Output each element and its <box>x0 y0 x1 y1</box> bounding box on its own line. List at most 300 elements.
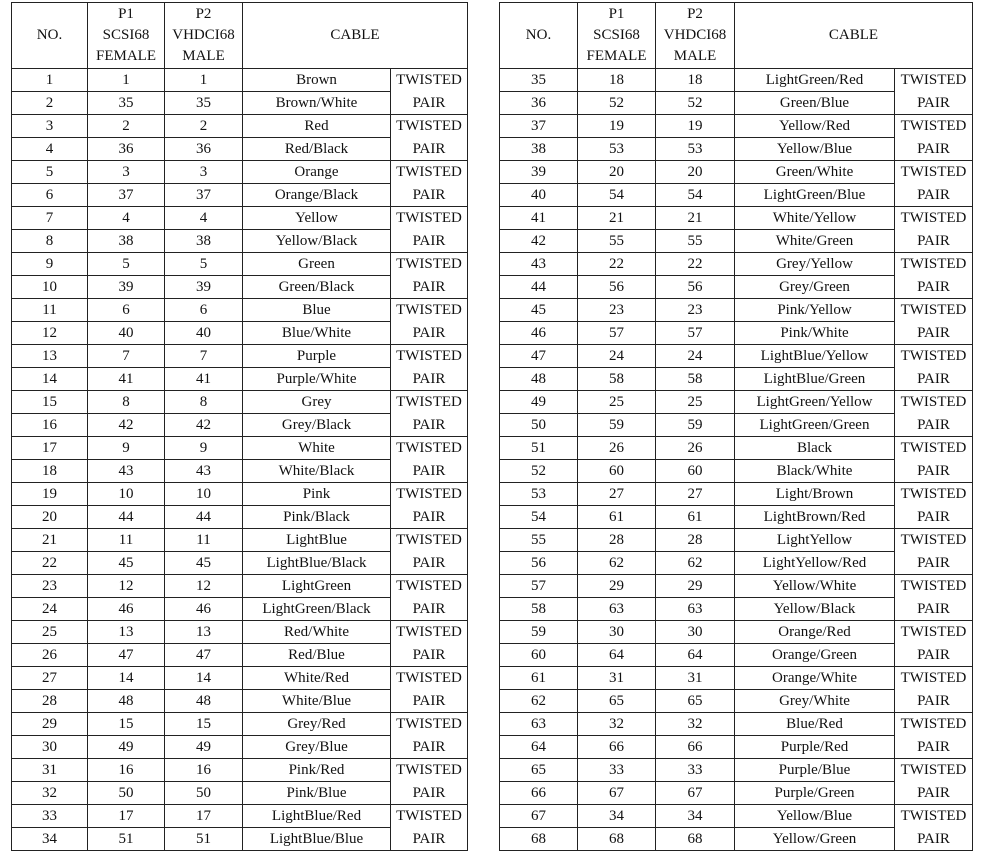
p1-pin-cell: 59 <box>578 414 656 437</box>
twisted-pair-label: TWISTED <box>391 621 468 644</box>
p1-pin-cell: 21 <box>578 207 656 230</box>
table-row <box>12 69 468 92</box>
header-p1-line: P1 <box>608 6 625 22</box>
table-row <box>500 506 973 529</box>
twisted-pair-label: PAIR <box>391 644 468 667</box>
p1-pin-cell: 3 <box>88 161 165 184</box>
p1-pin-cell: 22 <box>578 253 656 276</box>
table-row <box>12 391 468 414</box>
pin-number-cell: 44 <box>500 276 578 299</box>
p2-pin-cell: 4 <box>165 207 243 230</box>
header-p1-line: FEMALE <box>96 48 156 64</box>
pin-number-cell: 35 <box>500 69 578 92</box>
wire-color-cell: LightGreen/Black <box>243 598 391 621</box>
p1-pin-cell: 17 <box>88 805 165 828</box>
pin-number-cell: 54 <box>500 506 578 529</box>
wire-color-cell: Green <box>243 253 391 276</box>
table-row <box>12 299 468 322</box>
wire-color-cell: LightGreen/Green <box>735 414 895 437</box>
twisted-pair-label: PAIR <box>895 230 973 253</box>
twisted-pair-label: TWISTED <box>895 161 973 184</box>
twisted-pair-label: TWISTED <box>391 483 468 506</box>
table-row <box>12 598 468 621</box>
table-row <box>12 437 468 460</box>
table-row <box>12 759 468 782</box>
wire-color-cell: LightGreen/Yellow <box>735 391 895 414</box>
p1-pin-cell: 67 <box>578 782 656 805</box>
wire-color-cell: LightGreen/Blue <box>735 184 895 207</box>
p2-pin-cell: 24 <box>656 345 735 368</box>
twisted-pair-label: TWISTED <box>895 437 973 460</box>
p2-pin-cell: 10 <box>165 483 243 506</box>
p1-pin-cell: 20 <box>578 161 656 184</box>
table-row <box>12 253 468 276</box>
p2-pin-cell: 23 <box>656 299 735 322</box>
p1-pin-cell: 60 <box>578 460 656 483</box>
table-row <box>500 414 973 437</box>
p1-pin-cell: 39 <box>88 276 165 299</box>
p2-pin-cell: 34 <box>656 805 735 828</box>
pin-number-cell: 63 <box>500 713 578 736</box>
pin-number-cell: 20 <box>12 506 88 529</box>
p2-pin-cell: 29 <box>656 575 735 598</box>
table-row <box>500 460 973 483</box>
pinout-table-left <box>11 2 468 851</box>
pin-number-cell: 33 <box>12 805 88 828</box>
wire-color-cell: Black <box>735 437 895 460</box>
table-row <box>12 483 468 506</box>
wire-color-cell: Orange/Green <box>735 644 895 667</box>
wire-color-cell: Yellow/Black <box>243 230 391 253</box>
table-row <box>12 322 468 345</box>
wire-color-cell: Yellow/Green <box>735 828 895 851</box>
twisted-pair-label: PAIR <box>391 598 468 621</box>
twisted-pair-label: TWISTED <box>391 713 468 736</box>
p2-pin-cell: 25 <box>656 391 735 414</box>
pin-number-cell: 2 <box>12 92 88 115</box>
p1-pin-cell: 26 <box>578 437 656 460</box>
twisted-pair-label: TWISTED <box>895 621 973 644</box>
pin-number-cell: 58 <box>500 598 578 621</box>
p1-pin-cell: 47 <box>88 644 165 667</box>
header-p1 <box>578 3 656 69</box>
header-p2-line: P2 <box>687 6 703 22</box>
p1-pin-cell: 19 <box>578 115 656 138</box>
p2-pin-cell: 3 <box>165 161 243 184</box>
p1-pin-cell: 46 <box>88 598 165 621</box>
header-p1-line: SCSI68 <box>102 27 150 43</box>
wire-color-cell: Grey/Red <box>243 713 391 736</box>
p2-pin-cell: 65 <box>656 690 735 713</box>
p2-pin-cell: 26 <box>656 437 735 460</box>
p2-pin-cell: 11 <box>165 529 243 552</box>
p1-pin-cell: 58 <box>578 368 656 391</box>
pin-number-cell: 15 <box>12 391 88 414</box>
p2-pin-cell: 33 <box>656 759 735 782</box>
wire-color-cell: White/Black <box>243 460 391 483</box>
p1-pin-cell: 4 <box>88 207 165 230</box>
table-row <box>12 115 468 138</box>
pin-number-cell: 66 <box>500 782 578 805</box>
twisted-pair-label: PAIR <box>391 690 468 713</box>
wire-color-cell: Green/White <box>735 161 895 184</box>
p2-pin-cell: 18 <box>656 69 735 92</box>
pin-number-cell: 11 <box>12 299 88 322</box>
twisted-pair-label: PAIR <box>895 690 973 713</box>
twisted-pair-label: PAIR <box>391 782 468 805</box>
wire-color-cell: LightYellow <box>735 529 895 552</box>
p2-pin-cell: 52 <box>656 92 735 115</box>
twisted-pair-label: TWISTED <box>895 391 973 414</box>
table-row <box>12 184 468 207</box>
twisted-pair-label: PAIR <box>391 368 468 391</box>
p1-pin-cell: 24 <box>578 345 656 368</box>
twisted-pair-label: TWISTED <box>391 805 468 828</box>
wire-color-cell: Purple/Green <box>735 782 895 805</box>
p1-pin-cell: 36 <box>88 138 165 161</box>
p2-pin-cell: 35 <box>165 92 243 115</box>
wire-color-cell: Purple <box>243 345 391 368</box>
table-row <box>500 759 973 782</box>
pin-number-cell: 43 <box>500 253 578 276</box>
twisted-pair-label: TWISTED <box>895 69 973 92</box>
p1-pin-cell: 15 <box>88 713 165 736</box>
header-p1-line: P1 <box>118 6 134 22</box>
wire-color-cell: Red/White <box>243 621 391 644</box>
header-p2-line: P2 <box>195 6 212 22</box>
wire-color-cell: Grey/Blue <box>243 736 391 759</box>
table-row <box>500 69 973 92</box>
twisted-pair-label: TWISTED <box>391 391 468 414</box>
p2-pin-cell: 41 <box>165 368 243 391</box>
pin-number-cell: 13 <box>12 345 88 368</box>
pin-number-cell: 39 <box>500 161 578 184</box>
p1-pin-cell: 27 <box>578 483 656 506</box>
p1-pin-cell: 16 <box>88 759 165 782</box>
table-row <box>500 713 973 736</box>
wire-color-cell: Orange <box>243 161 391 184</box>
pin-number-cell: 14 <box>12 368 88 391</box>
table-row <box>500 782 973 805</box>
p1-pin-cell: 8 <box>88 391 165 414</box>
p2-pin-cell: 22 <box>656 253 735 276</box>
twisted-pair-label: TWISTED <box>391 299 468 322</box>
p2-pin-cell: 30 <box>656 621 735 644</box>
p2-pin-cell: 14 <box>165 667 243 690</box>
twisted-pair-label: PAIR <box>391 276 468 299</box>
p2-pin-cell: 37 <box>165 184 243 207</box>
wire-color-cell: Grey/Green <box>735 276 895 299</box>
twisted-pair-label: TWISTED <box>895 667 973 690</box>
wire-color-cell: White/Yellow <box>735 207 895 230</box>
pin-number-cell: 62 <box>500 690 578 713</box>
p1-pin-cell: 5 <box>88 253 165 276</box>
table-row <box>12 736 468 759</box>
pin-number-cell: 12 <box>12 322 88 345</box>
p2-pin-cell: 8 <box>165 391 243 414</box>
p2-pin-cell: 60 <box>656 460 735 483</box>
p1-pin-cell: 2 <box>88 115 165 138</box>
p1-pin-cell: 28 <box>578 529 656 552</box>
table-row <box>12 805 468 828</box>
table-row <box>500 391 973 414</box>
p1-pin-cell: 33 <box>578 759 656 782</box>
table-row <box>500 667 973 690</box>
p2-pin-cell: 12 <box>165 575 243 598</box>
table-body-right <box>500 69 973 851</box>
p2-pin-cell: 38 <box>165 230 243 253</box>
wire-color-cell: Yellow/White <box>735 575 895 598</box>
p2-pin-cell: 63 <box>656 598 735 621</box>
twisted-pair-label: TWISTED <box>895 805 973 828</box>
p1-pin-cell: 51 <box>88 828 165 851</box>
twisted-pair-label: PAIR <box>895 598 973 621</box>
p2-pin-cell: 2 <box>165 115 243 138</box>
twisted-pair-label: PAIR <box>895 276 973 299</box>
pinout-table-right <box>499 2 973 851</box>
table-row <box>12 552 468 575</box>
header-no: NO. <box>500 3 578 69</box>
p2-pin-cell: 27 <box>656 483 735 506</box>
p1-pin-cell: 54 <box>578 184 656 207</box>
wire-color-cell: Pink <box>243 483 391 506</box>
wire-color-cell: Grey <box>243 391 391 414</box>
pin-number-cell: 59 <box>500 621 578 644</box>
wire-color-cell: Black/White <box>735 460 895 483</box>
wire-color-cell: LightGreen/Red <box>735 69 895 92</box>
pin-number-cell: 41 <box>500 207 578 230</box>
header-p2-line: VHDCI68 <box>663 27 727 43</box>
twisted-pair-label: TWISTED <box>895 299 973 322</box>
table-row <box>12 92 468 115</box>
table-row <box>500 437 973 460</box>
p2-pin-cell: 40 <box>165 322 243 345</box>
p2-pin-cell: 48 <box>165 690 243 713</box>
pin-number-cell: 42 <box>500 230 578 253</box>
table-row <box>500 345 973 368</box>
twisted-pair-label: TWISTED <box>391 161 468 184</box>
twisted-pair-label: PAIR <box>391 138 468 161</box>
twisted-pair-label: TWISTED <box>895 345 973 368</box>
p2-pin-cell: 56 <box>656 276 735 299</box>
wire-color-cell: Red/Black <box>243 138 391 161</box>
wire-color-cell: LightBlue/Blue <box>243 828 391 851</box>
p2-pin-cell: 59 <box>656 414 735 437</box>
p2-pin-cell: 28 <box>656 529 735 552</box>
table-row <box>500 138 973 161</box>
twisted-pair-label: PAIR <box>895 414 973 437</box>
pin-number-cell: 60 <box>500 644 578 667</box>
wire-color-cell: Orange/Black <box>243 184 391 207</box>
table-row <box>500 529 973 552</box>
pin-number-cell: 30 <box>12 736 88 759</box>
wire-color-cell: Brown <box>243 69 391 92</box>
wire-color-cell: Pink/Red <box>243 759 391 782</box>
wire-color-cell: Pink/Yellow <box>735 299 895 322</box>
table-body-left <box>12 69 468 851</box>
p2-pin-cell: 47 <box>165 644 243 667</box>
pin-number-cell: 1 <box>12 69 88 92</box>
twisted-pair-label: TWISTED <box>391 69 468 92</box>
header-cable: CABLE <box>243 3 468 69</box>
p2-pin-cell: 68 <box>656 828 735 851</box>
p2-pin-cell: 49 <box>165 736 243 759</box>
twisted-pair-label: TWISTED <box>391 529 468 552</box>
wire-color-cell: Yellow/Blue <box>735 805 895 828</box>
twisted-pair-label: TWISTED <box>391 115 468 138</box>
p2-pin-cell: 54 <box>656 184 735 207</box>
p1-pin-cell: 57 <box>578 322 656 345</box>
twisted-pair-label: PAIR <box>895 644 973 667</box>
header-p2 <box>165 3 243 69</box>
p2-pin-cell: 57 <box>656 322 735 345</box>
table-row <box>12 506 468 529</box>
p2-pin-cell: 15 <box>165 713 243 736</box>
twisted-pair-label: PAIR <box>391 552 468 575</box>
pin-number-cell: 48 <box>500 368 578 391</box>
header-p2-line: VHDCI68 <box>172 27 235 43</box>
p1-pin-cell: 62 <box>578 552 656 575</box>
pin-number-cell: 52 <box>500 460 578 483</box>
p2-pin-cell: 61 <box>656 506 735 529</box>
pin-number-cell: 56 <box>500 552 578 575</box>
table-row <box>500 299 973 322</box>
table-row <box>12 667 468 690</box>
pin-number-cell: 18 <box>12 460 88 483</box>
table-row <box>12 368 468 391</box>
table-row <box>500 161 973 184</box>
header-p1-line: FEMALE <box>586 48 647 64</box>
wire-color-cell: Orange/White <box>735 667 895 690</box>
twisted-pair-label: PAIR <box>895 736 973 759</box>
wire-color-cell: Grey/White <box>735 690 895 713</box>
pin-number-cell: 57 <box>500 575 578 598</box>
table-row <box>500 690 973 713</box>
table-row <box>12 161 468 184</box>
table-row <box>500 322 973 345</box>
wire-color-cell: LightBrown/Red <box>735 506 895 529</box>
wire-color-cell: Grey/Black <box>243 414 391 437</box>
twisted-pair-label: TWISTED <box>895 575 973 598</box>
wire-color-cell: Green/Blue <box>735 92 895 115</box>
pin-number-cell: 49 <box>500 391 578 414</box>
p2-pin-cell: 44 <box>165 506 243 529</box>
twisted-pair-label: PAIR <box>391 736 468 759</box>
header-p2-line: MALE <box>182 48 225 64</box>
pin-number-cell: 5 <box>12 161 88 184</box>
twisted-pair-label: TWISTED <box>391 437 468 460</box>
p2-pin-cell: 31 <box>656 667 735 690</box>
twisted-pair-label: PAIR <box>895 138 973 161</box>
p2-pin-cell: 21 <box>656 207 735 230</box>
p1-pin-cell: 29 <box>578 575 656 598</box>
wire-color-cell: Red <box>243 115 391 138</box>
pin-number-cell: 10 <box>12 276 88 299</box>
p2-pin-cell: 67 <box>656 782 735 805</box>
p1-pin-cell: 65 <box>578 690 656 713</box>
wire-color-cell: White/Red <box>243 667 391 690</box>
header-row <box>12 3 468 69</box>
wire-color-cell: Pink/Black <box>243 506 391 529</box>
p1-pin-cell: 41 <box>88 368 165 391</box>
p2-pin-cell: 62 <box>656 552 735 575</box>
p2-pin-cell: 58 <box>656 368 735 391</box>
pin-number-cell: 26 <box>12 644 88 667</box>
p1-pin-cell: 30 <box>578 621 656 644</box>
pin-number-cell: 17 <box>12 437 88 460</box>
table-row <box>12 644 468 667</box>
p2-pin-cell: 9 <box>165 437 243 460</box>
twisted-pair-label: PAIR <box>391 828 468 851</box>
twisted-pair-label: PAIR <box>895 506 973 529</box>
p1-pin-cell: 18 <box>578 69 656 92</box>
twisted-pair-label: PAIR <box>895 184 973 207</box>
p2-pin-cell: 1 <box>165 69 243 92</box>
p2-pin-cell: 51 <box>165 828 243 851</box>
p2-pin-cell: 32 <box>656 713 735 736</box>
pin-number-cell: 45 <box>500 299 578 322</box>
table-row <box>12 414 468 437</box>
wire-color-cell: Purple/Blue <box>735 759 895 782</box>
p2-pin-cell: 13 <box>165 621 243 644</box>
table-row <box>500 828 973 851</box>
pin-number-cell: 21 <box>12 529 88 552</box>
twisted-pair-label: TWISTED <box>895 207 973 230</box>
p2-pin-cell: 17 <box>165 805 243 828</box>
p1-pin-cell: 25 <box>578 391 656 414</box>
twisted-pair-label: TWISTED <box>391 575 468 598</box>
pin-number-cell: 38 <box>500 138 578 161</box>
pin-number-cell: 46 <box>500 322 578 345</box>
pin-number-cell: 40 <box>500 184 578 207</box>
p2-pin-cell: 39 <box>165 276 243 299</box>
p2-pin-cell: 50 <box>165 782 243 805</box>
p1-pin-cell: 53 <box>578 138 656 161</box>
p2-pin-cell: 46 <box>165 598 243 621</box>
p1-pin-cell: 61 <box>578 506 656 529</box>
wire-color-cell: Orange/Red <box>735 621 895 644</box>
p1-pin-cell: 38 <box>88 230 165 253</box>
pin-number-cell: 29 <box>12 713 88 736</box>
p2-pin-cell: 36 <box>165 138 243 161</box>
twisted-pair-label: TWISTED <box>895 713 973 736</box>
p1-pin-cell: 6 <box>88 299 165 322</box>
wire-color-cell: Blue <box>243 299 391 322</box>
twisted-pair-label: TWISTED <box>391 759 468 782</box>
p1-pin-cell: 37 <box>88 184 165 207</box>
table-row <box>500 575 973 598</box>
wire-color-cell: Grey/Yellow <box>735 253 895 276</box>
twisted-pair-label: PAIR <box>895 828 973 851</box>
table-row <box>500 736 973 759</box>
twisted-pair-label: TWISTED <box>895 483 973 506</box>
table-row <box>500 184 973 207</box>
wire-color-cell: White <box>243 437 391 460</box>
p2-pin-cell: 42 <box>165 414 243 437</box>
pin-number-cell: 61 <box>500 667 578 690</box>
wire-color-cell: Yellow/Red <box>735 115 895 138</box>
p1-pin-cell: 63 <box>578 598 656 621</box>
table-row <box>12 713 468 736</box>
wire-color-cell: LightGreen <box>243 575 391 598</box>
table-row <box>500 115 973 138</box>
p2-pin-cell: 66 <box>656 736 735 759</box>
p1-pin-cell: 64 <box>578 644 656 667</box>
header-p1-line: SCSI68 <box>593 27 640 43</box>
p2-pin-cell: 20 <box>656 161 735 184</box>
p2-pin-cell: 5 <box>165 253 243 276</box>
table-row <box>500 552 973 575</box>
